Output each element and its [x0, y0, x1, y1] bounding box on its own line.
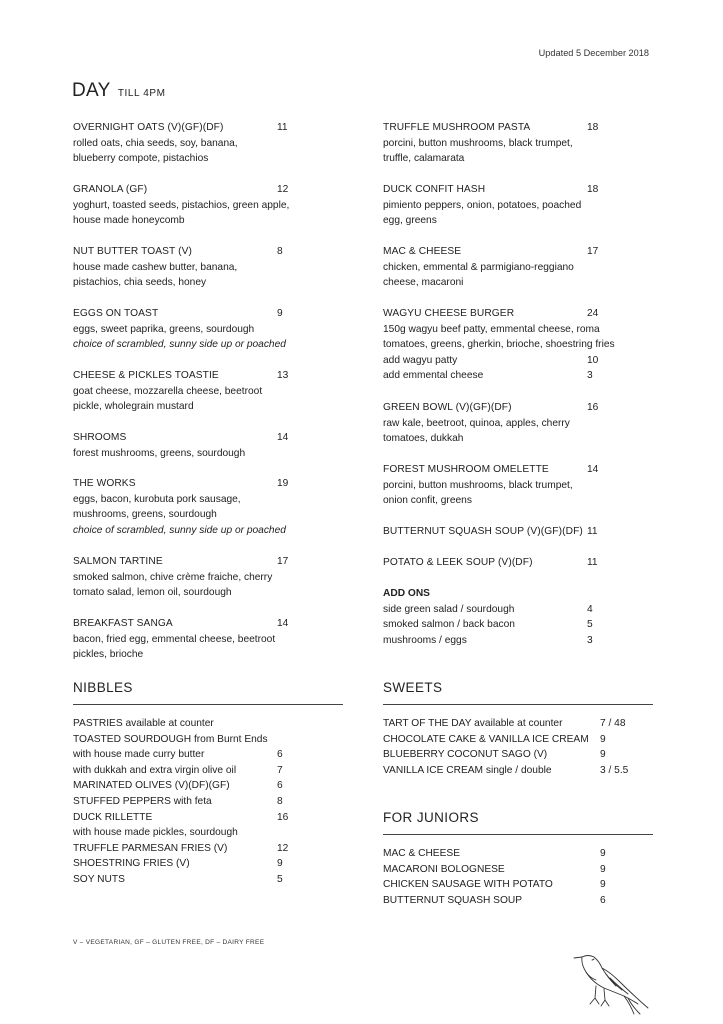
list-item [73, 810, 305, 826]
list-label: BUTTERNUT SQUASH SOUP [383, 894, 523, 906]
item-desc: tomatoes, greens, gherkin, brioche, shoestring fries [383, 339, 615, 351]
list-item [73, 778, 305, 794]
sweets-list [383, 716, 638, 778]
menu-item [383, 524, 615, 540]
juniors-list [383, 846, 638, 908]
menu-item [73, 306, 305, 353]
item-price: 16 [587, 402, 599, 413]
list-price: 16 [277, 811, 289, 823]
list-price [277, 825, 305, 841]
list-item [73, 763, 305, 779]
list-item [73, 825, 305, 841]
list-item [383, 877, 638, 893]
list-item [73, 872, 305, 888]
item-price: 18 [587, 184, 599, 195]
extra-label: add emmental cheese [383, 370, 484, 382]
list-label: CHICKEN SAUSAGE WITH POTATO [383, 879, 553, 891]
juniors-title: FOR JUNIORS [383, 810, 479, 825]
sweets-section [383, 680, 653, 705]
item-name: BUTTERNUT SQUASH SOUP (V)(GF)(DF) [383, 526, 583, 537]
item-price: 8 [277, 246, 283, 257]
list-item [383, 716, 638, 732]
extra-label: add wagyu patty [383, 354, 458, 366]
item-extra [383, 353, 615, 369]
item-price: 17 [277, 556, 289, 567]
item-desc: house made honeycomb [73, 215, 185, 227]
item-desc: 150g wagyu beef patty, emmental cheese, roma [383, 323, 600, 335]
list-price: 9 [600, 733, 606, 745]
day-right-column [383, 120, 615, 646]
add-ons-title: ADD ONS [383, 588, 430, 599]
add-on-row [383, 633, 615, 649]
item-desc: forest mushrooms, greens, sourdough [73, 447, 246, 459]
item-name: CHEESE & PICKLES TOASTIE [73, 370, 219, 381]
item-desc: onion confit, greens [383, 495, 472, 507]
item-desc: bacon, fried egg, emmental cheese, beetroot [73, 633, 276, 645]
list-item [383, 893, 638, 909]
list-price: 12 [277, 842, 289, 854]
item-desc: eggs, bacon, kurobuta pork sausage, [73, 493, 241, 505]
add-on-price: 3 [587, 634, 593, 646]
menu-item [383, 400, 615, 447]
list-item [73, 856, 305, 872]
nibbles-section [73, 680, 343, 705]
list-price: 9 [277, 858, 283, 870]
item-desc: pickle, wholegrain mustard [73, 401, 194, 413]
item-name: WAGYU CHEESE BURGER [383, 308, 515, 319]
menu-item [383, 120, 615, 167]
list-price: 3 / 5.5 [600, 764, 629, 776]
item-price: 24 [587, 308, 599, 319]
list-price: 9 [600, 749, 606, 761]
item-name: DUCK CONFIT HASH [383, 184, 486, 195]
extra-price: 10 [587, 354, 599, 366]
add-on-label: side green salad / sourdough [383, 603, 515, 615]
list-label: with house made curry butter [73, 749, 205, 761]
list-price: 6 [277, 749, 283, 761]
menu-item [73, 430, 305, 461]
list-label: MACARONI BOLOGNESE [383, 863, 505, 875]
list-label: SHOESTRING FRIES (V) [73, 858, 190, 870]
item-desc: smoked salmon, chive crème fraiche, cherry [73, 571, 273, 583]
item-name: EGGS ON TOAST [73, 308, 159, 319]
add-on-price: 5 [587, 619, 593, 631]
list-price: 7 [277, 764, 283, 776]
menu-item [383, 462, 615, 509]
list-label: PASTRIES available at counter [73, 718, 214, 729]
menu-item [73, 120, 305, 167]
item-desc: eggs, sweet paprika, greens, sourdough [73, 323, 255, 335]
list-price: 9 [600, 848, 606, 859]
list-item [73, 716, 305, 732]
list-label: MARINATED OLIVES (V)(DF)(GF) [73, 780, 230, 792]
dietary-footnote: V – VEGETARIAN, GF – GLUTEN FREE, DF – DAIRY FREE [73, 939, 265, 946]
item-name: OVERNIGHT OATS (V)(GF)(DF) [73, 122, 224, 133]
day-heading [72, 80, 166, 105]
menu-item [73, 616, 305, 663]
menu-item [73, 476, 305, 538]
day-title: DAY [72, 80, 111, 101]
item-desc: cheese, macaroni [383, 277, 464, 289]
item-price: 14 [277, 618, 289, 629]
item-desc: porcini, button mushrooms, black trumpet, [383, 479, 573, 491]
item-name: SALMON TARTINE [73, 556, 163, 567]
item-price: 9 [277, 308, 283, 319]
item-desc: goat cheese, mozzarella cheese, beetroot [73, 385, 263, 397]
list-item [383, 846, 638, 862]
add-on-row [383, 602, 615, 618]
list-label: SOY NUTS [73, 873, 125, 885]
list-price [277, 716, 305, 732]
item-desc: truffle, calamarata [383, 153, 465, 165]
juniors-section [383, 810, 653, 835]
item-price: 13 [277, 370, 289, 381]
list-label: MAC & CHEESE [383, 848, 460, 859]
item-desc: pimiento peppers, onion, potatoes, poached [383, 199, 582, 211]
list-item [383, 747, 638, 763]
list-label: with house made pickles, sourdough [73, 827, 238, 839]
item-name: THE WORKS [73, 478, 136, 489]
item-desc: tomatoes, dukkah [383, 433, 464, 445]
list-item [73, 747, 305, 763]
bird-icon [566, 948, 652, 1020]
sweets-title: SWEETS [383, 680, 443, 695]
item-price: 14 [277, 432, 289, 443]
menu-item [383, 306, 615, 384]
item-name: MAC & CHEESE [383, 246, 462, 257]
list-item [383, 732, 638, 748]
list-price: 7 / 48 [600, 718, 626, 729]
list-label: CHOCOLATE CAKE & VANILLA ICE CREAM [383, 733, 589, 745]
day-subtitle: TILL 4PM [117, 88, 166, 99]
list-price: 6 [600, 894, 606, 906]
list-item [73, 794, 305, 810]
item-price: 14 [587, 464, 599, 475]
day-left-column [73, 120, 305, 680]
list-item [73, 841, 305, 857]
item-name: FOREST MUSHROOM OMELETTE [383, 464, 549, 475]
item-name: NUT BUTTER TOAST (V) [73, 246, 192, 257]
list-price: 8 [277, 795, 283, 807]
list-price: 9 [600, 879, 606, 891]
add-on-label: mushrooms / eggs [383, 634, 467, 646]
item-price: 18 [587, 122, 599, 133]
add-on-label: smoked salmon / back bacon [383, 619, 515, 631]
list-item [383, 763, 638, 779]
item-desc: yoghurt, toasted seeds, pistachios, green apple, [73, 199, 290, 211]
item-extra [383, 368, 615, 384]
list-label: TRUFFLE PARMESAN FRIES (V) [73, 842, 228, 854]
item-price: 12 [277, 184, 289, 195]
item-name: GRANOLA (GF) [73, 184, 148, 195]
list-label: STUFFED PEPPERS with feta [73, 795, 212, 807]
list-item [73, 732, 305, 748]
updated-date: Updated 5 December 2018 [538, 48, 649, 58]
list-price: 5 [277, 873, 283, 885]
item-name: GREEN BOWL (V)(GF)(DF) [383, 402, 512, 413]
item-desc: raw kale, beetroot, quinoa, apples, cherry [383, 417, 570, 429]
list-label: TOASTED SOURDOUGH from Burnt Ends [73, 733, 268, 745]
item-note: choice of scrambled, sunny side up or poached [73, 339, 286, 351]
menu-item [73, 244, 305, 291]
item-price: 17 [587, 246, 599, 257]
list-price: 6 [277, 780, 283, 792]
list-label: TART OF THE DAY available at counter [383, 718, 563, 729]
list-price: 9 [600, 863, 606, 875]
menu-item [383, 244, 615, 291]
item-desc: blueberry compote, pistachios [73, 153, 209, 165]
item-price: 19 [277, 478, 289, 489]
item-desc: mushrooms, greens, sourdough [73, 509, 217, 521]
item-name: BREAKFAST SANGA [73, 618, 173, 629]
item-name: SHROOMS [73, 432, 127, 443]
add-on-price: 4 [587, 603, 593, 615]
extra-price: 3 [587, 370, 593, 382]
item-desc: porcini, button mushrooms, black trumpet, [383, 137, 573, 149]
menu-item [383, 555, 615, 571]
nibbles-list [73, 716, 305, 888]
item-price: 11 [587, 526, 598, 537]
menu-item [73, 554, 305, 601]
item-desc: pistachios, chia seeds, honey [73, 277, 207, 289]
item-desc: pickles, brioche [73, 649, 144, 661]
item-desc: rolled oats, chia seeds, soy, banana, [73, 137, 238, 149]
list-label: with dukkah and extra virgin olive oil [73, 764, 237, 776]
list-price [277, 732, 305, 748]
item-desc: chicken, emmental & parmigiano-reggiano [383, 261, 574, 273]
add-ons [383, 586, 615, 648]
list-label: BLUEBERRY COCONUT SAGO (V) [383, 749, 548, 761]
item-desc: tomato salad, lemon oil, sourdough [73, 587, 232, 599]
item-price: 11 [587, 557, 598, 568]
item-note: choice of scrambled, sunny side up or poached [73, 524, 286, 536]
item-price: 11 [277, 122, 288, 133]
menu-item [73, 182, 305, 229]
add-on-row [383, 617, 615, 633]
list-item [383, 862, 638, 878]
nibbles-divider [73, 704, 343, 705]
list-label: DUCK RILLETTE [73, 811, 153, 823]
menu-item [383, 182, 615, 229]
list-label: VANILLA ICE CREAM single / double [383, 764, 552, 776]
nibbles-title: NIBBLES [73, 680, 133, 695]
item-desc: house made cashew butter, banana, [73, 261, 238, 273]
juniors-divider [383, 834, 653, 835]
sweets-divider [383, 704, 653, 705]
item-name: TRUFFLE MUSHROOM PASTA [383, 122, 531, 133]
item-desc: egg, greens [383, 215, 437, 227]
item-name: POTATO & LEEK SOUP (V)(DF) [383, 557, 533, 568]
menu-item [73, 368, 305, 415]
